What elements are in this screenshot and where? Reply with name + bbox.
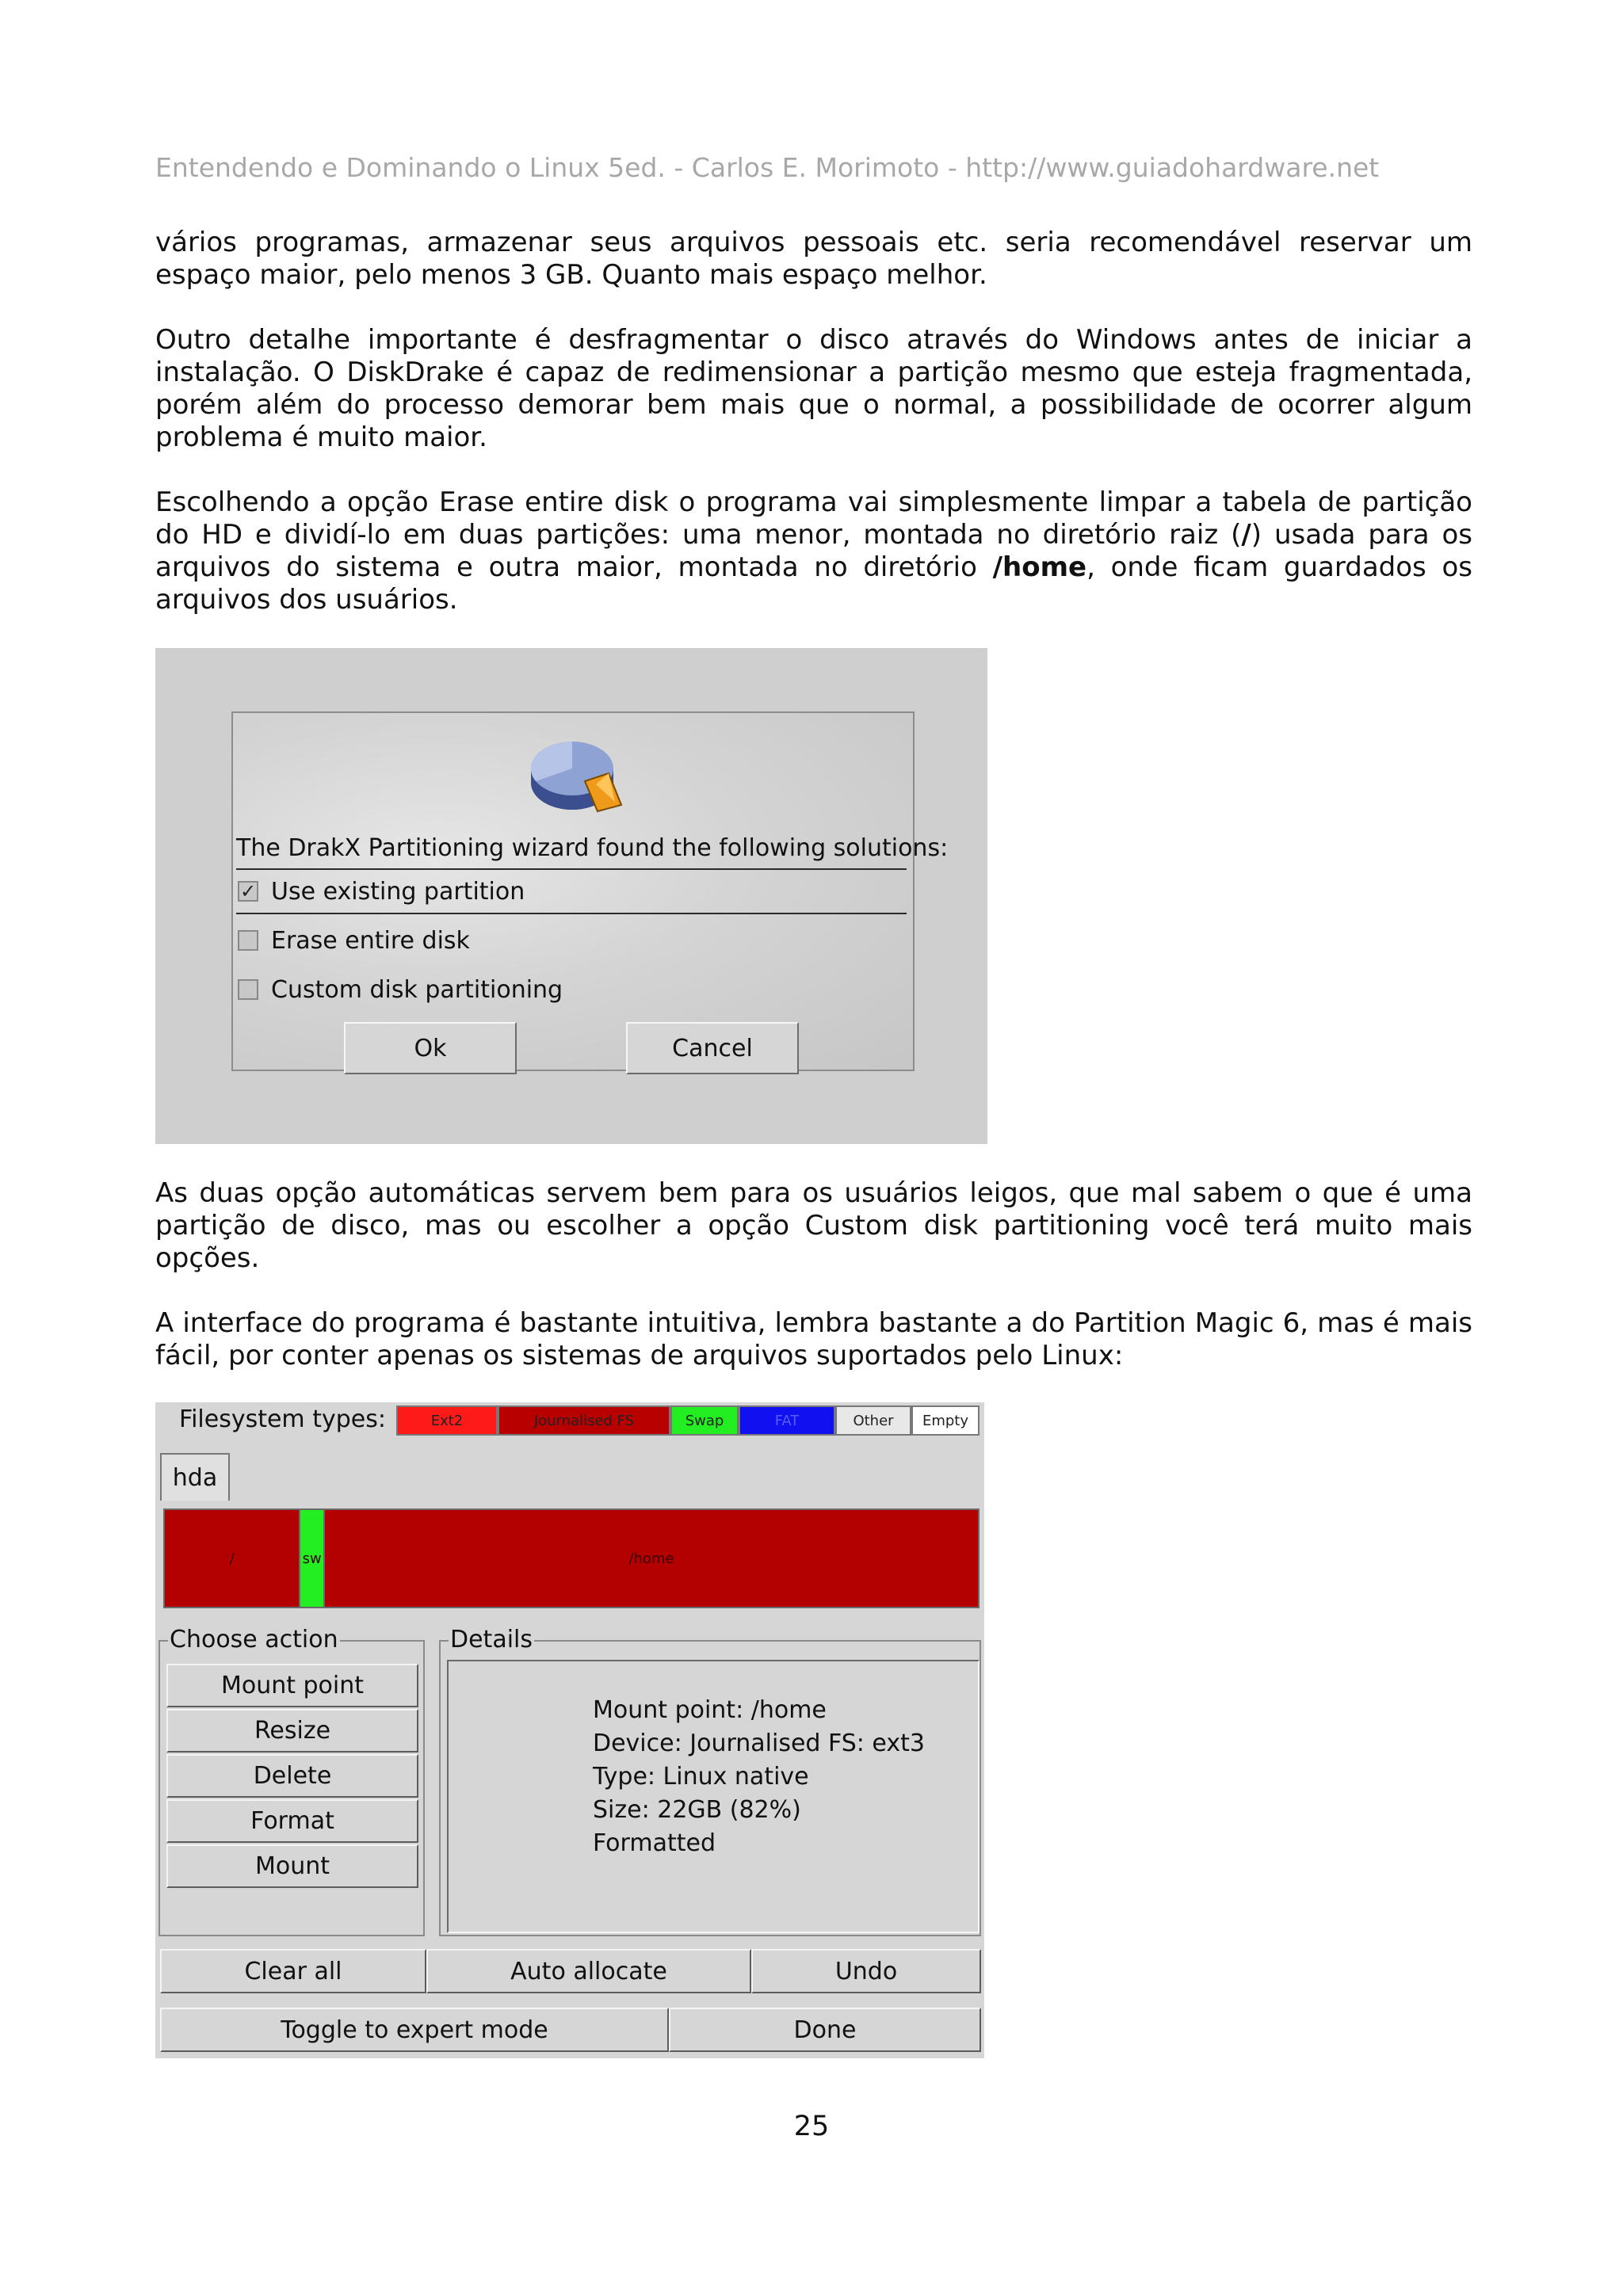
disk-tab-hda[interactable]: hda <box>160 1453 230 1501</box>
diskdrake-screenshot <box>155 1402 984 2058</box>
option-erase-entire-disk[interactable] <box>236 917 907 963</box>
paragraph-3 <box>155 486 1472 616</box>
ok-button[interactable]: Ok <box>344 1022 517 1074</box>
option-custom-disk-partitioning[interactable] <box>236 967 907 1013</box>
fs-type-other: Other <box>835 1405 911 1436</box>
option-label: Use existing partition <box>271 877 525 906</box>
done-button[interactable]: Done <box>669 2008 981 2052</box>
fs-type-journalised: Journalised FS <box>498 1405 670 1436</box>
paragraph-3-text-e: , onde ficam guardados os arquivos dos usuários. <box>155 551 1472 616</box>
detail-type: Type: Linux native <box>593 1763 809 1791</box>
cancel-button[interactable]: Cancel <box>626 1022 799 1074</box>
paragraph-5: A interface do programa é bastante intuitiva, lembra bastante a do Partition Magic 6, mas é mais fácil, por conter apenas os sistemas de arquivos suportados pelo Linux: <box>155 1307 1472 1371</box>
paragraph-3-text-a: Escolhendo a opção Erase entire disk o programa vai simplesmente limpar a tabela de partição do HD e dividí-lo em duas partições: uma menor, montada no diretório raiz ( <box>155 486 1472 551</box>
partition-bar <box>163 1508 980 1608</box>
paragraph-3-text-c: ) usada para os arquivos do sistema e outra maior, montada no diretório <box>155 519 1473 583</box>
details-label: Details <box>450 1626 533 1653</box>
checkbox-icon[interactable] <box>238 979 258 1000</box>
delete-button[interactable]: Delete <box>166 1754 418 1798</box>
resize-button[interactable]: Resize <box>166 1709 418 1753</box>
drakx-wizard-screenshot <box>155 648 987 1144</box>
wizard-dialog <box>231 711 949 1071</box>
checkbox-checked-icon[interactable]: ✓ <box>238 881 258 902</box>
home-dir: /home <box>992 551 1087 583</box>
page-number: 25 <box>793 2111 830 2142</box>
fs-type-swap: Swap <box>670 1405 739 1436</box>
mount-button[interactable]: Mount <box>166 1844 418 1888</box>
paragraph-4: As duas opção automáticas servem bem para os usuários leigos, que mal sabem o que é uma partição de disco, mas ou escolher a opção Custom disk partitioning você terá muito mais opções. <box>155 1177 1472 1274</box>
detail-size: Size: 22GB (82%) <box>593 1796 801 1824</box>
wizard-title: The DrakX Partitioning wizard found the following solutions: <box>236 834 949 862</box>
auto-allocate-button[interactable]: Auto allocate <box>426 1949 751 1993</box>
root-dir: / <box>1241 519 1251 551</box>
fs-type-empty: Empty <box>911 1405 980 1436</box>
detail-device: Device: Journalised FS: ext3 <box>593 1730 925 1757</box>
undo-button[interactable]: Undo <box>751 1949 981 1993</box>
checkbox-icon[interactable] <box>238 930 258 951</box>
toggle-expert-mode-button[interactable]: Toggle to expert mode <box>160 2008 669 2052</box>
choose-action-label: Choose action <box>170 1626 338 1653</box>
detail-mount-point: Mount point: /home <box>593 1696 827 1724</box>
filesystem-types-label: Filesystem types: <box>179 1405 386 1433</box>
page-header: Entendendo e Dominando o Linux 5ed. - Carlos E. Morimoto - http://www.guiadohardware.net <box>155 152 1380 183</box>
mount-point-button[interactable]: Mount point <box>166 1664 418 1707</box>
partition-segment[interactable]: sw <box>299 1510 323 1607</box>
option-label: Erase entire disk <box>271 926 470 955</box>
details-panel <box>447 1660 980 1933</box>
fs-type-fat: FAT <box>739 1405 835 1436</box>
option-use-existing-partition[interactable] <box>236 868 907 914</box>
partition-segment[interactable]: / <box>165 1510 299 1607</box>
paragraph-2: Outro detalhe importante é desfragmentar o disco através do Windows antes de iniciar a instalação. O DiskDrake é capaz de redimensionar a partição mesmo que esteja fragmentada, porém além do processo demorar bem mais que o normal, a possibilidade de ocorrer algum problema é muito maior. <box>155 324 1472 453</box>
partition-segment[interactable]: /home <box>323 1510 978 1607</box>
detail-formatted: Formatted <box>593 1829 716 1857</box>
fs-type-ext2: Ext2 <box>396 1405 498 1436</box>
clear-all-button[interactable]: Clear all <box>160 1949 426 1993</box>
paragraph-1: vários programas, armazenar seus arquivos pessoais etc. seria recomendável reservar um espaço maior, pelo menos 3 GB. Quanto mais espaço melhor. <box>155 227 1472 291</box>
format-button[interactable]: Format <box>166 1799 418 1843</box>
option-label: Custom disk partitioning <box>271 975 563 1004</box>
pie-chart-icon <box>526 729 629 816</box>
